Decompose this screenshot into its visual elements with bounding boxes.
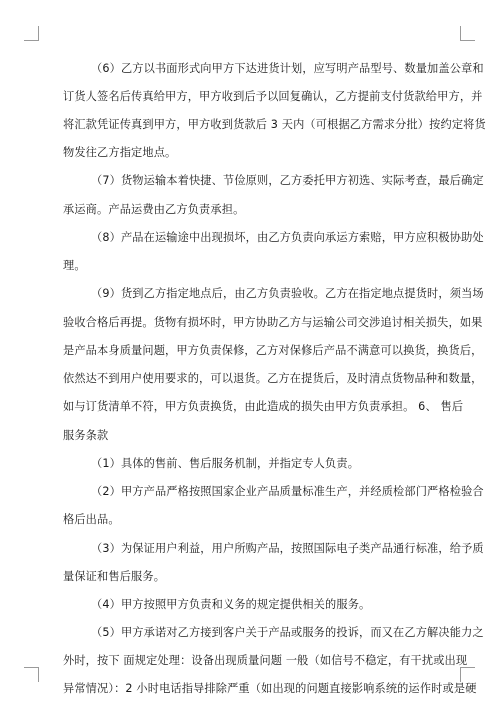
text-line: （8）产品在运输途中出现损坏，由乙方负责向承运方索赔，甲方应积极协助处 (91, 231, 484, 244)
text-line: （9）货到乙方指定地点后，由乙方负责验收。乙方在指定地点提货时，须当场 (91, 287, 484, 300)
text-line: （1）具体的售前、售后服务机制，并指定专人负责。 (91, 457, 360, 470)
crop-mark-bottom-left (24, 667, 39, 682)
text-line: 验收合格后再提。货物有损坏时，甲方协助乙方与运输公司交涉追讨相关损失，如果 (63, 316, 483, 329)
text-line: （4）甲方按照甲方负责和义务的规定提供相关的服务。 (91, 598, 371, 611)
text-line: 格后出品。 (63, 513, 120, 526)
text-line: 如与订货清单不符，甲方负责换货，由此造成的损失由甲方负责承担。 6、 售后 (63, 400, 464, 413)
crop-mark-top-left (24, 26, 39, 41)
text-line: 订货人签名后传真给甲方，甲方收到后予以回复确认，乙方提前支付货款给甲方，并 (63, 90, 483, 103)
text-line: 外时，按下 面规定处理：设备出现质量问题 一般（如信号不稳定，有干扰或出现 (63, 654, 468, 667)
text-line: 物发往乙方指定地点。 (63, 146, 177, 159)
text-line: 依然达不到用户使用要求的，可以退货。乙方在提货后，及时清点货物品种和数量， (63, 372, 483, 385)
text-line: （2）甲方产品严格按照国家企业产品质量标准生产，并经质检部门严格检验合 (91, 485, 484, 498)
crop-mark-top-right (460, 26, 475, 41)
text-line: 将汇款凭证传真到甲方，甲方收到货款后 3 天内（可根据乙方需求分批）按约定将货 (63, 118, 486, 131)
text-line: 异常情况）：2 小时电话指导排除严重（如出现的问题直接影响系统的运作时或是硬 (63, 682, 477, 695)
crop-mark-bottom-right (460, 667, 475, 682)
text-line: 理。 (63, 259, 86, 272)
text-line: 是产品本身质量问题，甲方负责保修，乙方对保修后产品不满意可以换货，换货后， (63, 344, 483, 357)
text-line: 承运商。产品运费由乙方负责承担。 (63, 203, 245, 216)
text-line: （6）乙方以书面形式向甲方下达进货计划，应写明产品型号、数量加盖公章和 (91, 62, 484, 75)
text-line: （7）货物运输本着快捷、节俭原则，乙方委托甲方初选、实际考查，最后确定 (91, 174, 484, 187)
text-line: （3）为保证用户利益，用户所购产品，按照国际电子类产品通行标准，给予质 (91, 542, 484, 555)
text-line: （5）甲方承诺对乙方接到客户关于产品或服务的投诉，而又在乙方解决能力之 (91, 626, 484, 639)
text-line: 服务条款 (63, 429, 109, 442)
text-line: 量保证和售后服务。 (63, 570, 166, 583)
